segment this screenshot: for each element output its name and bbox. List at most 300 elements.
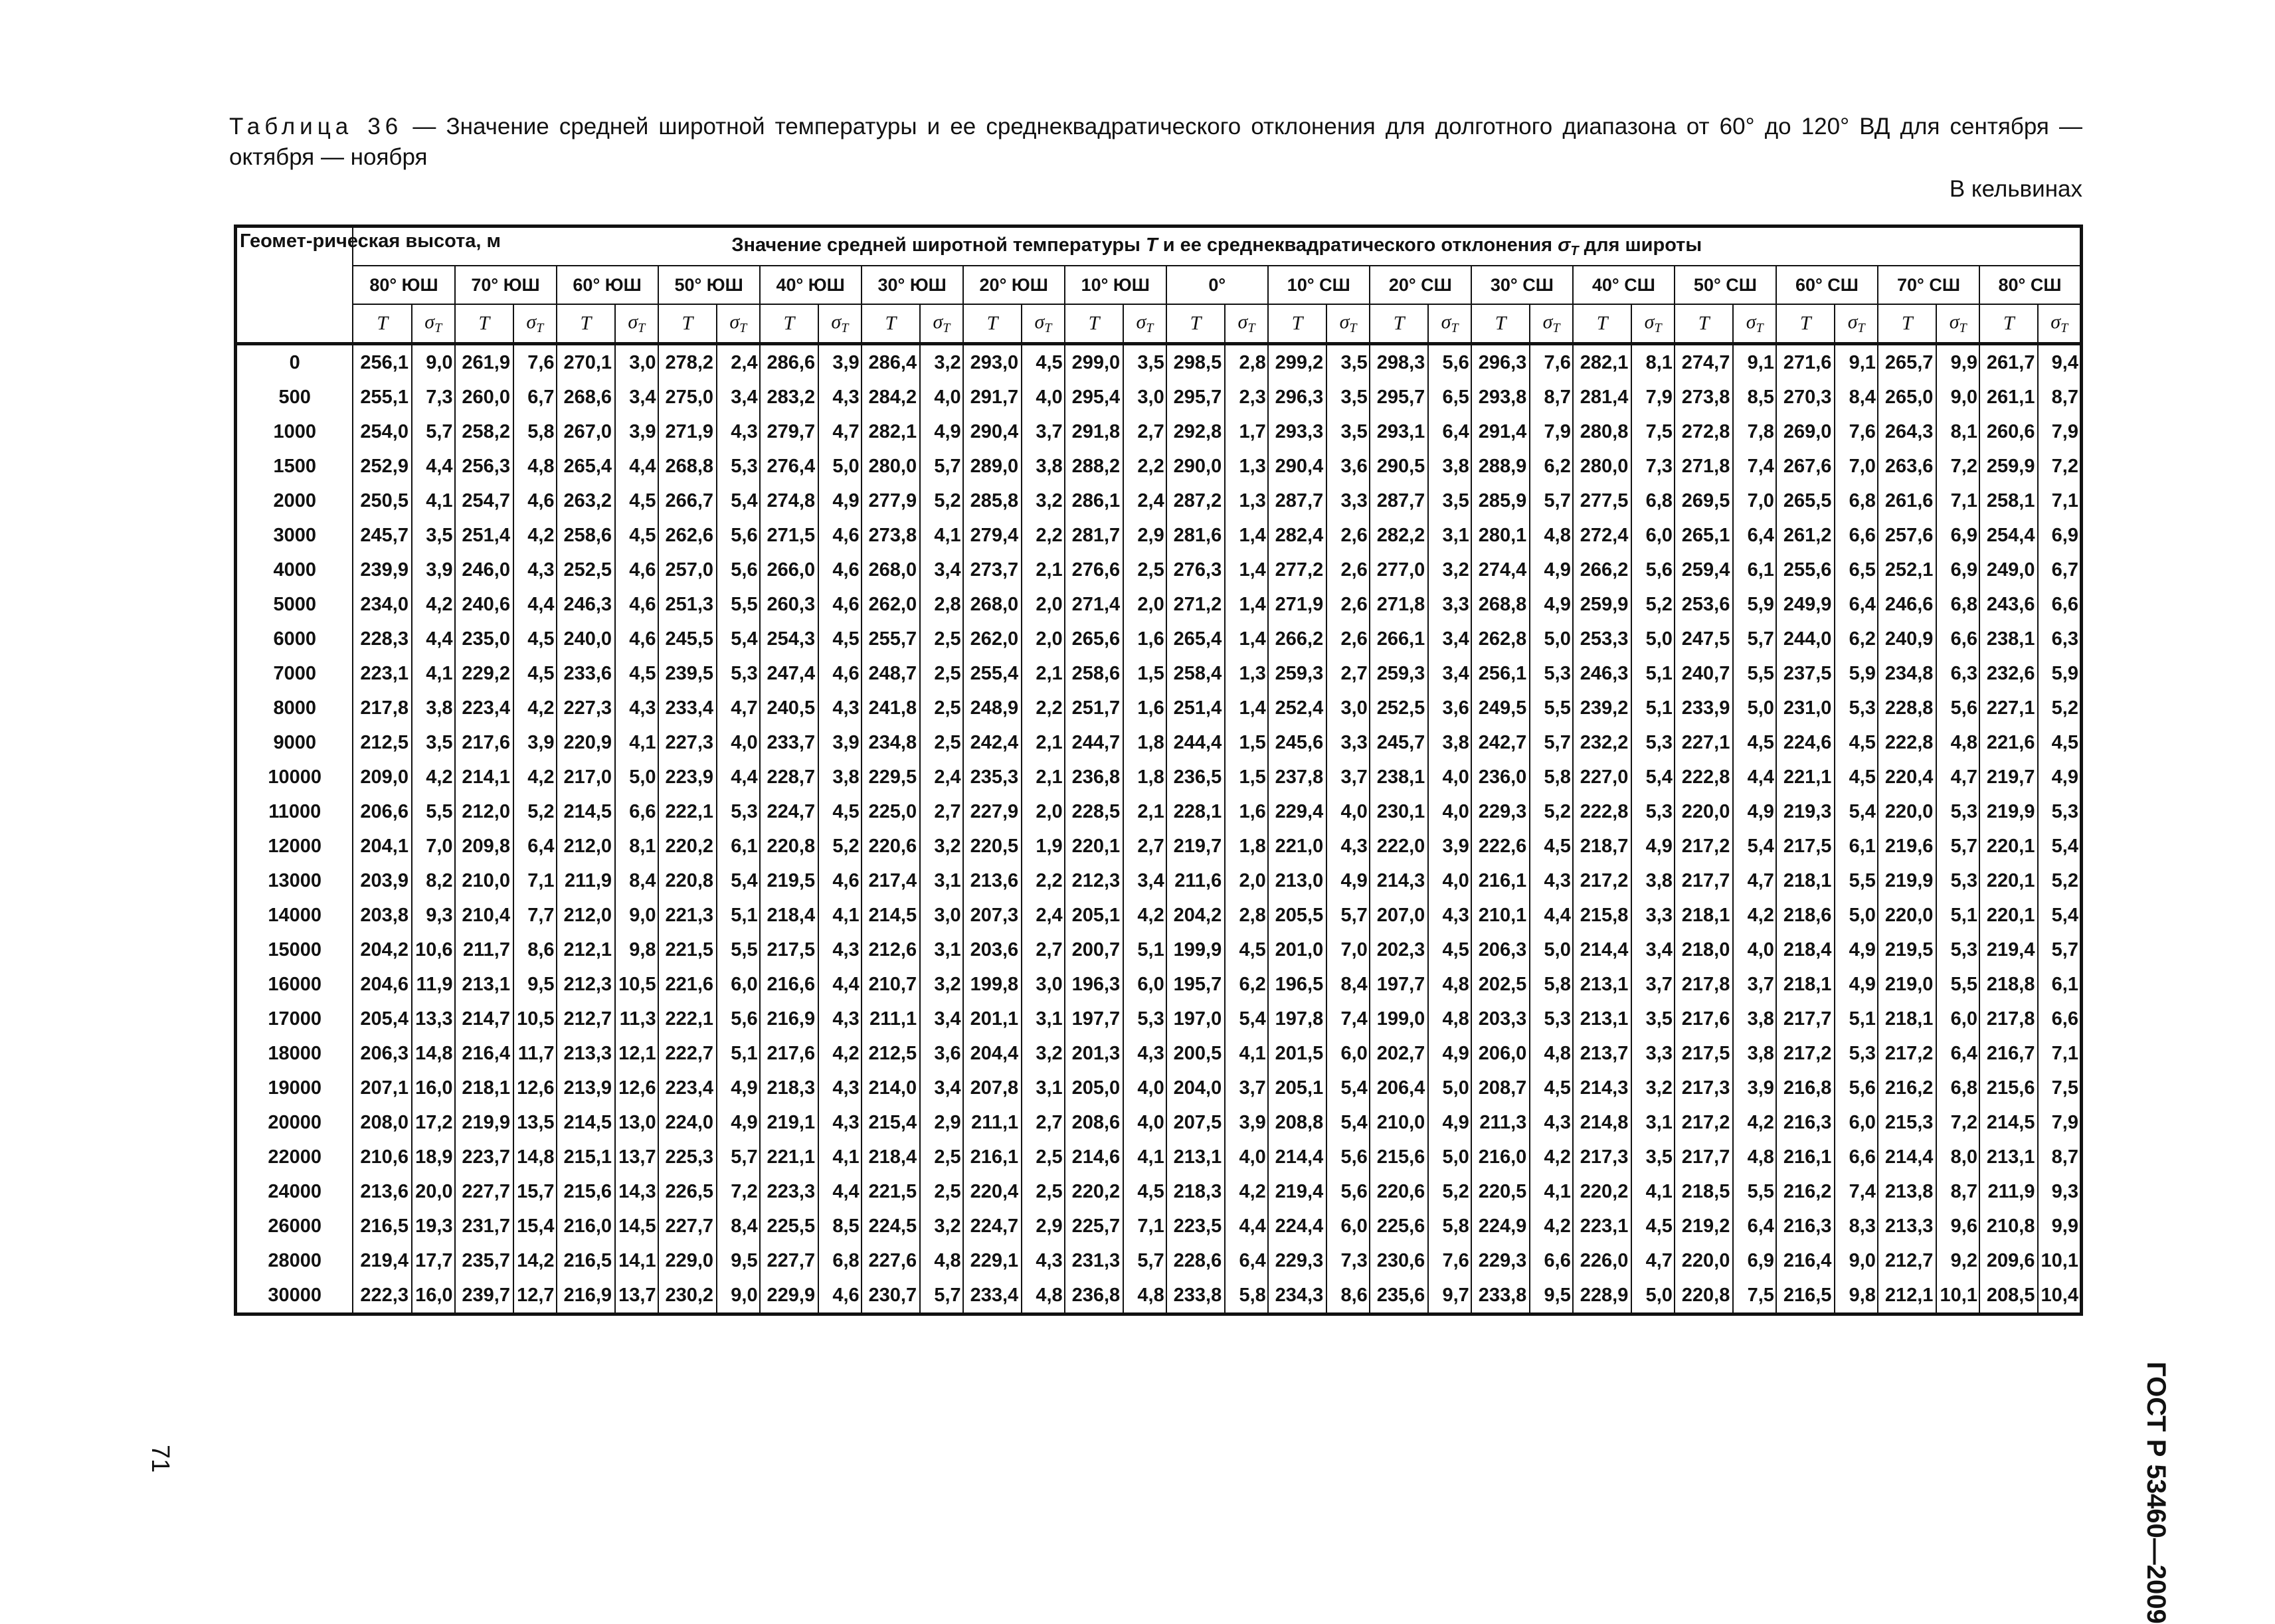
sigma-cell: 7,2 — [2038, 449, 2081, 484]
temperature-cell: 211,6 — [1166, 863, 1225, 898]
sigma-cell: 4,8 — [1936, 725, 1979, 760]
temperature-symbol: T — [1675, 304, 1733, 344]
temperature-cell: 276,3 — [1166, 553, 1225, 587]
sigma-cell: 10,1 — [2038, 1243, 2081, 1278]
temperature-cell: 284,2 — [862, 380, 920, 414]
sigma-cell: 7,9 — [2038, 414, 2081, 449]
sigma-symbol — [1123, 304, 1166, 344]
sigma-cell: 4,4 — [1225, 1209, 1268, 1243]
sigma-cell: 4,9 — [1530, 587, 1573, 622]
temperature-cell: 226,0 — [1573, 1243, 1631, 1278]
sigma-cell: 1,8 — [1225, 829, 1268, 863]
sigma-cell: 6,9 — [1936, 553, 1979, 587]
temperature-cell: 212,7 — [1878, 1243, 1936, 1278]
sigma-cell: 4,1 — [412, 484, 455, 518]
sigma-cell: 4,9 — [818, 484, 862, 518]
sigma-cell: 6,3 — [2038, 622, 2081, 656]
sigma-cell: 16,0 — [412, 1071, 455, 1105]
sigma-cell: 11,9 — [412, 967, 455, 1002]
sigma-cell: 1,8 — [1123, 725, 1166, 760]
sigma-cell: 4,4 — [1530, 898, 1573, 933]
sigma-cell: 14,2 — [513, 1243, 557, 1278]
altitude-cell: 3000 — [236, 518, 353, 553]
temperature-cell: 214,4 — [1878, 1140, 1936, 1174]
sigma-cell: 15,4 — [513, 1209, 557, 1243]
sigma-cell: 15,7 — [513, 1174, 557, 1209]
sigma-cell: 4,6 — [513, 484, 557, 518]
sigma-cell: 3,3 — [1326, 484, 1370, 518]
temperature-cell: 228,8 — [1878, 691, 1936, 725]
temperature-cell: 239,9 — [353, 553, 411, 587]
temperature-cell: 203,8 — [353, 898, 411, 933]
sigma-cell: 4,3 — [818, 1105, 862, 1140]
sigma-cell: 2,1 — [1022, 760, 1065, 794]
temperature-cell: 245,6 — [1268, 725, 1326, 760]
temperature-cell: 217,7 — [1675, 1140, 1733, 1174]
sigma-cell: 9,5 — [717, 1243, 760, 1278]
temperature-cell: 270,1 — [557, 344, 615, 381]
temperature-symbol: T — [1573, 304, 1631, 344]
sigma-cell: 9,9 — [2038, 1209, 2081, 1243]
sigma-cell: 7,1 — [1936, 484, 1979, 518]
temperature-cell: 245,5 — [658, 622, 717, 656]
temperature-cell: 252,4 — [1268, 691, 1326, 725]
sigma-cell: 3,1 — [920, 933, 963, 967]
sigma-cell: 3,9 — [1428, 829, 1471, 863]
sigma-cell: 7,1 — [2038, 1036, 2081, 1071]
sigma-cell: 12,1 — [615, 1036, 658, 1071]
sigma-cell: 2,9 — [920, 1105, 963, 1140]
sigma-cell: 3,4 — [1123, 863, 1166, 898]
altitude-cell: 24000 — [236, 1174, 353, 1209]
sigma-cell: 6,5 — [1428, 380, 1471, 414]
temperature-cell: 276,6 — [1065, 553, 1123, 587]
temperature-cell: 281,7 — [1065, 518, 1123, 553]
sigma-cell: 5,6 — [717, 553, 760, 587]
temperature-cell: 216,1 — [1776, 1140, 1835, 1174]
temperature-cell: 196,5 — [1268, 967, 1326, 1002]
temperature-cell: 252,1 — [1878, 553, 1936, 587]
temperature-symbol: T — [1979, 304, 2038, 344]
temperature-cell: 236,5 — [1166, 760, 1225, 794]
sigma-cell: 6,9 — [1733, 1243, 1776, 1278]
sigma-cell: 5,5 — [1936, 967, 1979, 1002]
sigma-cell: 4,4 — [513, 587, 557, 622]
temperature-cell: 261,2 — [1776, 518, 1835, 553]
sigma-cell: 10,5 — [615, 967, 658, 1002]
sigma-cell: 1,6 — [1225, 794, 1268, 829]
temperature-cell: 221,6 — [658, 967, 717, 1002]
sigma-cell: 12,6 — [615, 1071, 658, 1105]
sigma-cell: 3,6 — [920, 1036, 963, 1071]
temperature-cell: 253,6 — [1675, 587, 1733, 622]
sigma-cell: 4,6 — [818, 518, 862, 553]
sigma-cell: 5,7 — [920, 1278, 963, 1314]
temperature-cell: 296,3 — [1471, 344, 1530, 381]
sigma-cell: 3,3 — [1631, 1036, 1675, 1071]
temperature-cell: 208,7 — [1471, 1071, 1530, 1105]
temperature-cell: 223,4 — [658, 1071, 717, 1105]
temperature-cell: 292,8 — [1166, 414, 1225, 449]
sigma-cell: 3,4 — [1631, 933, 1675, 967]
temperature-cell: 200,7 — [1065, 933, 1123, 967]
sigma-cell: 6,0 — [1326, 1209, 1370, 1243]
temperature-cell: 239,5 — [658, 656, 717, 691]
altitude-cell: 18000 — [236, 1036, 353, 1071]
temperature-cell: 207,0 — [1370, 898, 1428, 933]
temperature-cell: 217,8 — [1979, 1002, 2038, 1036]
sigma-cell: 5,5 — [412, 794, 455, 829]
temperature-cell: 266,7 — [658, 484, 717, 518]
temperature-cell: 296,3 — [1268, 380, 1326, 414]
temperature-cell: 224,7 — [963, 1209, 1022, 1243]
temperature-cell: 240,9 — [1878, 622, 1936, 656]
sigma-cell: 3,9 — [818, 725, 862, 760]
sigma-cell: 7,9 — [2038, 1105, 2081, 1140]
temperature-cell: 231,0 — [1776, 691, 1835, 725]
temperature-cell: 216,3 — [1776, 1105, 1835, 1140]
temperature-cell: 213,1 — [1166, 1140, 1225, 1174]
sigma-cell: 3,5 — [412, 518, 455, 553]
sigma-cell: 3,6 — [1326, 449, 1370, 484]
altitude-cell: 12000 — [236, 829, 353, 863]
sigma-cell: 2,4 — [1123, 484, 1166, 518]
sigma-cell: 3,9 — [615, 414, 658, 449]
sigma-cell: 5,8 — [1428, 1209, 1471, 1243]
sigma-cell: 2,7 — [1123, 829, 1166, 863]
sigma-cell: 6,4 — [513, 829, 557, 863]
temperature-cell: 271,8 — [1370, 587, 1428, 622]
sigma-cell: 7,6 — [1835, 414, 1878, 449]
temperature-cell: 230,1 — [1370, 794, 1428, 829]
temperature-cell: 262,0 — [862, 587, 920, 622]
sigma-cell: 4,6 — [615, 553, 658, 587]
sigma-cell: 2,2 — [1022, 518, 1065, 553]
sigma-cell: 11,7 — [513, 1036, 557, 1071]
sigma-cell: 5,6 — [1631, 553, 1675, 587]
temperature-cell: 210,1 — [1471, 898, 1530, 933]
temperature-cell: 216,1 — [963, 1140, 1022, 1174]
temperature-cell: 227,6 — [862, 1243, 920, 1278]
sigma-cell: 17,2 — [412, 1105, 455, 1140]
temperature-cell: 240,0 — [557, 622, 615, 656]
sigma-cell: 3,0 — [1022, 967, 1065, 1002]
sigma-letter: σ — [1136, 311, 1146, 333]
sigma-cell: 2,5 — [920, 656, 963, 691]
temperature-cell: 254,3 — [760, 622, 818, 656]
sigma-cell: 5,8 — [1530, 760, 1573, 794]
sigma-cell: 13,7 — [615, 1140, 658, 1174]
sigma-cell: 4,8 — [1123, 1278, 1166, 1314]
sigma-letter: σ — [933, 311, 943, 333]
temperature-symbol: T — [760, 304, 818, 344]
temperature-cell: 217,4 — [862, 863, 920, 898]
temperature-cell: 271,8 — [1675, 449, 1733, 484]
temperature-symbol: T — [455, 304, 513, 344]
sigma-cell: 4,5 — [1225, 933, 1268, 967]
temperature-cell: 279,4 — [963, 518, 1022, 553]
temperature-symbol: T — [1471, 304, 1530, 344]
sigma-cell: 13,7 — [615, 1278, 658, 1314]
sigma-cell: 13,5 — [513, 1105, 557, 1140]
temperature-cell: 219,3 — [1776, 794, 1835, 829]
sigma-cell: 7,0 — [1835, 449, 1878, 484]
sigma-cell: 8,3 — [1835, 1209, 1878, 1243]
sigma-cell: 6,0 — [1631, 518, 1675, 553]
sigma-cell: 2,0 — [1225, 863, 1268, 898]
sigma-cell: 5,0 — [1631, 622, 1675, 656]
temperature-symbol: T — [1776, 304, 1835, 344]
temperature-cell: 220,5 — [1471, 1174, 1530, 1209]
temperature-cell: 235,7 — [455, 1243, 513, 1278]
sigma-cell: 3,2 — [920, 967, 963, 1002]
sigma-cell: 4,4 — [412, 622, 455, 656]
sigma-cell: 9,4 — [2038, 344, 2081, 381]
temperature-cell: 286,6 — [760, 344, 818, 381]
sigma-cell: 9,3 — [412, 898, 455, 933]
temperature-cell: 215,8 — [1573, 898, 1631, 933]
sigma-cell: 5,6 — [717, 518, 760, 553]
sigma-cell: 4,3 — [717, 414, 760, 449]
temperature-cell: 268,6 — [557, 380, 615, 414]
sigma-cell: 6,6 — [1936, 622, 1979, 656]
sigma-cell: 2,9 — [1123, 518, 1166, 553]
sigma-cell: 9,0 — [1835, 1243, 1878, 1278]
table-row — [236, 622, 2082, 656]
sigma-cell: 4,3 — [1428, 898, 1471, 933]
temperature-cell: 281,4 — [1573, 380, 1631, 414]
sigma-cell: 8,6 — [1326, 1278, 1370, 1314]
sigma-cell: 2,0 — [1022, 622, 1065, 656]
sigma-cell: 5,7 — [1530, 484, 1573, 518]
temperature-cell: 225,6 — [1370, 1209, 1428, 1243]
temperature-cell: 293,3 — [1268, 414, 1326, 449]
temperature-cell: 216,0 — [557, 1209, 615, 1243]
sigma-cell: 2,5 — [920, 1140, 963, 1174]
temperature-cell: 225,5 — [760, 1209, 818, 1243]
sigma-cell: 1,5 — [1225, 760, 1268, 794]
temperature-cell: 217,8 — [1675, 967, 1733, 1002]
temperature-cell: 205,5 — [1268, 898, 1326, 933]
table-row — [236, 449, 2082, 484]
temperature-cell: 221,5 — [658, 933, 717, 967]
sigma-cell: 9,8 — [1835, 1278, 1878, 1314]
sigma-letter: σ — [2050, 311, 2061, 333]
sigma-cell: 5,7 — [920, 449, 963, 484]
temperature-cell: 257,6 — [1878, 518, 1936, 553]
sigma-cell: 4,8 — [920, 1243, 963, 1278]
sigma-cell: 4,5 — [2038, 725, 2081, 760]
temperature-cell: 213,3 — [557, 1036, 615, 1071]
temperature-cell: 217,3 — [1573, 1140, 1631, 1174]
sigma-cell: 4,1 — [1530, 1174, 1573, 1209]
sigma-symbol — [1428, 304, 1471, 344]
sigma-cell: 3,1 — [1631, 1105, 1675, 1140]
temperature-cell: 299,0 — [1065, 344, 1123, 381]
sigma-cell: 6,6 — [2038, 587, 2081, 622]
sigma-cell: 5,1 — [717, 898, 760, 933]
altitude-cell: 16000 — [236, 967, 353, 1002]
sigma-cell: 4,5 — [1733, 725, 1776, 760]
temperature-cell: 273,7 — [963, 553, 1022, 587]
sigma-cell: 3,4 — [615, 380, 658, 414]
temperature-cell: 214,7 — [455, 1002, 513, 1036]
temperature-cell: 210,8 — [1979, 1209, 2038, 1243]
latitude-header: 50° ЮШ — [658, 266, 760, 304]
temperature-cell: 220,0 — [1675, 794, 1733, 829]
temperature-cell: 208,0 — [353, 1105, 411, 1140]
sigma-cell: 6,6 — [1835, 1140, 1878, 1174]
temperature-cell: 271,4 — [1065, 587, 1123, 622]
sigma-cell: 4,9 — [1428, 1036, 1471, 1071]
temperature-cell: 231,7 — [455, 1209, 513, 1243]
sigma-cell: 5,9 — [2038, 656, 2081, 691]
temperature-cell: 261,9 — [455, 344, 513, 381]
sigma-symbol — [1530, 304, 1573, 344]
temperature-cell: 218,1 — [1675, 898, 1733, 933]
altitude-cell: 7000 — [236, 656, 353, 691]
sigma-cell: 4,5 — [615, 656, 658, 691]
temperature-cell: 227,9 — [963, 794, 1022, 829]
temperature-cell: 202,5 — [1471, 967, 1530, 1002]
temperature-cell: 203,3 — [1471, 1002, 1530, 1036]
sigma-cell: 3,0 — [1326, 691, 1370, 725]
temperature-cell: 213,6 — [963, 863, 1022, 898]
sigma-cell: 6,2 — [1225, 967, 1268, 1002]
altitude-cell: 28000 — [236, 1243, 353, 1278]
sigma-cell: 4,9 — [717, 1105, 760, 1140]
temperature-cell: 265,6 — [1065, 622, 1123, 656]
sigma-cell: 6,6 — [2038, 1002, 2081, 1036]
sigma-cell: 9,0 — [717, 1278, 760, 1314]
sigma-cell: 6,8 — [1936, 587, 1979, 622]
sigma-cell: 6,0 — [1326, 1036, 1370, 1071]
sigma-cell: 5,7 — [412, 414, 455, 449]
altitude-cell: 500 — [236, 380, 353, 414]
temperature-cell: 217,2 — [1776, 1036, 1835, 1071]
temperature-cell: 288,9 — [1471, 449, 1530, 484]
sigma-cell: 8,7 — [1936, 1174, 1979, 1209]
temperature-cell: 295,4 — [1065, 380, 1123, 414]
temperature-cell: 249,5 — [1471, 691, 1530, 725]
temperature-cell: 221,1 — [760, 1140, 818, 1174]
sigma-cell: 5,0 — [1428, 1071, 1471, 1105]
temperature-cell: 214,4 — [1573, 933, 1631, 967]
temperature-cell: 251,7 — [1065, 691, 1123, 725]
temperature-cell: 260,3 — [760, 587, 818, 622]
sigma-cell: 8,2 — [412, 863, 455, 898]
temperature-cell: 221,6 — [1979, 725, 2038, 760]
temperature-cell: 293,8 — [1471, 380, 1530, 414]
sigma-cell: 1,4 — [1225, 691, 1268, 725]
temperature-cell: 220,1 — [1979, 898, 2038, 933]
sigma-cell: 1,8 — [1123, 760, 1166, 794]
temperature-cell: 217,6 — [455, 725, 513, 760]
sigma-letter: σ — [1339, 311, 1350, 333]
temperature-cell: 265,1 — [1675, 518, 1733, 553]
temperature-cell: 220,0 — [1878, 794, 1936, 829]
temperature-cell: 236,8 — [1065, 760, 1123, 794]
sigma-cell: 4,3 — [1022, 1243, 1065, 1278]
sigma-cell: 6,2 — [1835, 622, 1878, 656]
temperature-cell: 233,8 — [1471, 1278, 1530, 1314]
temperature-cell: 199,8 — [963, 967, 1022, 1002]
temperature-cell: 210,4 — [455, 898, 513, 933]
table-row — [236, 691, 2082, 725]
temperature-cell: 246,3 — [1573, 656, 1631, 691]
temperature-cell: 240,6 — [455, 587, 513, 622]
sigma-cell: 5,6 — [1326, 1174, 1370, 1209]
temperature-cell: 214,1 — [455, 760, 513, 794]
temperature-cell: 219,9 — [1878, 863, 1936, 898]
sigma-cell: 8,1 — [1936, 414, 1979, 449]
latitude-header: 70° ЮШ — [455, 266, 557, 304]
sigma-cell: 5,4 — [717, 863, 760, 898]
sigma-cell: 7,3 — [412, 380, 455, 414]
sigma-cell: 5,5 — [1733, 1174, 1776, 1209]
sigma-cell: 7,4 — [1733, 449, 1776, 484]
sigma-cell: 4,2 — [513, 691, 557, 725]
table-row — [236, 760, 2082, 794]
sigma-cell: 7,8 — [1733, 414, 1776, 449]
sigma-cell: 8,1 — [615, 829, 658, 863]
sigma-cell: 7,6 — [513, 344, 557, 381]
temperature-symbol: T — [1268, 304, 1326, 344]
sigma-symbol — [1835, 304, 1878, 344]
sigma-cell: 7,1 — [1123, 1209, 1166, 1243]
sigma-cell: 3,2 — [1631, 1071, 1675, 1105]
temperature-cell: 233,4 — [658, 691, 717, 725]
sigma-cell: 3,1 — [1428, 518, 1471, 553]
sigma-cell: 2,2 — [1123, 449, 1166, 484]
sigma-cell: 3,8 — [1733, 1002, 1776, 1036]
temperature-cell: 227,3 — [658, 725, 717, 760]
sigma-cell: 9,0 — [615, 898, 658, 933]
sigma-cell: 4,9 — [717, 1071, 760, 1105]
temperature-cell: 233,8 — [1166, 1278, 1225, 1314]
sigma-cell: 3,9 — [1733, 1071, 1776, 1105]
sigma-cell: 4,5 — [615, 518, 658, 553]
temperature-cell: 229,9 — [760, 1278, 818, 1314]
sigma-cell: 6,4 — [1733, 518, 1776, 553]
sigma-cell: 9,0 — [1936, 380, 1979, 414]
sigma-cell: 7,5 — [2038, 1071, 2081, 1105]
temperature-symbol: T — [862, 304, 920, 344]
latitude-header: 80° ЮШ — [353, 266, 454, 304]
temperature-cell: 214,6 — [1065, 1140, 1123, 1174]
sigma-cell: 4,3 — [1530, 863, 1573, 898]
temperature-cell: 227,0 — [1573, 760, 1631, 794]
temperature-cell: 227,7 — [658, 1209, 717, 1243]
temperature-symbol: T — [1878, 304, 1936, 344]
temperature-cell: 282,4 — [1268, 518, 1326, 553]
sigma-cell: 7,1 — [513, 863, 557, 898]
sigma-cell: 4,9 — [1835, 967, 1878, 1002]
temperature-cell: 265,4 — [1166, 622, 1225, 656]
sigma-cell: 4,3 — [1123, 1036, 1166, 1071]
temperature-cell: 236,0 — [1471, 760, 1530, 794]
temperature-cell: 200,5 — [1166, 1036, 1225, 1071]
temperature-cell: 217,6 — [760, 1036, 818, 1071]
sigma-cell: 5,1 — [1835, 1002, 1878, 1036]
sigma-cell: 5,6 — [1326, 1140, 1370, 1174]
sigma-cell: 6,2 — [1530, 449, 1573, 484]
table-row — [236, 794, 2082, 829]
sigma-cell: 2,7 — [1022, 1105, 1065, 1140]
sigma-cell: 9,1 — [1733, 344, 1776, 381]
temperature-cell: 260,6 — [1979, 414, 2038, 449]
temperature-cell: 259,9 — [1979, 449, 2038, 484]
